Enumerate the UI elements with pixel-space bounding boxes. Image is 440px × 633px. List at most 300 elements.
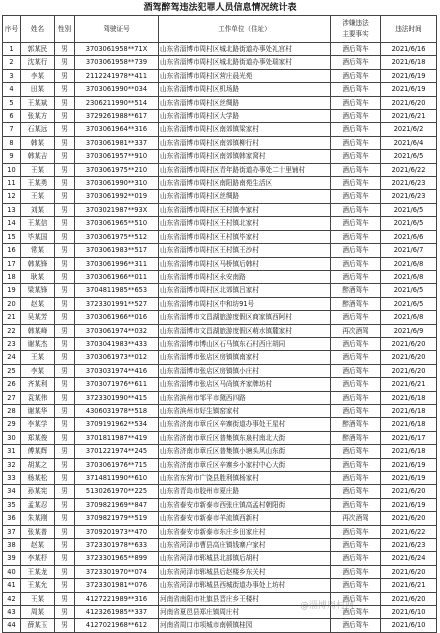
table-row [3, 606, 437, 619]
row-violation: 酒后驾车 [331, 337, 381, 350]
row-violation: 酒后驾车 [331, 391, 381, 404]
row-name: 张某普 [21, 525, 55, 538]
table-row [3, 485, 437, 498]
row-work-address: 山东省淄博市周村区丝绸路 [159, 190, 331, 203]
table-row [3, 83, 437, 96]
row-work-address: 山东省淄博市周村区中和坊91号 [159, 297, 331, 310]
row-gender: 男 [55, 445, 75, 458]
row-violation: 酒后驾车 [331, 56, 381, 69]
row-index: 8 [3, 136, 21, 149]
row-work-address: 山东省淄博市张店区房镇镇南家村 [159, 351, 331, 364]
row-name: 刘某 [21, 203, 55, 216]
row-name: 胡某之 [21, 458, 55, 471]
row-license-id: 4123261985**337 [75, 606, 159, 619]
row-license-id: 4127221989**316 [75, 592, 159, 605]
row-name: 李某杼 [21, 552, 55, 565]
row-work-address: 山东省淄博市周村区营庄晨光苑 [159, 69, 331, 82]
row-name: 齐某利 [21, 378, 55, 391]
table-row [3, 539, 437, 552]
row-gender: 男 [55, 351, 75, 364]
row-date: 2021/6/22 [381, 525, 437, 538]
row-license-id: 3723301965**899 [75, 552, 159, 565]
row-work-address: 山东省淄博市张店区房镇镇小庄村 [159, 364, 331, 377]
row-index: 44 [3, 619, 21, 632]
row-date: 2021/6/20 [381, 96, 437, 109]
row-gender: 男 [55, 539, 75, 552]
row-name: 杨某松 [21, 472, 55, 485]
row-index: 7 [3, 123, 21, 136]
table-row [3, 96, 437, 109]
row-gender: 男 [55, 150, 75, 163]
row-gender: 男 [55, 458, 75, 471]
row-license-id: 3703061965**510 [75, 217, 159, 230]
row-index: 40 [3, 565, 21, 578]
table-row [3, 69, 437, 82]
row-violation: 酒后驾车 [331, 565, 381, 578]
row-license-id: 3704811985**653 [75, 284, 159, 297]
row-index: 30 [3, 431, 21, 444]
row-work-address: 山东省淄博市周村区城北路街道办事处瑞家村 [159, 56, 331, 69]
row-license-id: 3709201973**470 [75, 525, 159, 538]
row-license-id: 3703061973**012 [75, 351, 159, 364]
row-work-address: 山东省淄博市周村区南郊镇韩家窝村 [159, 150, 331, 163]
row-name: 王某允 [21, 579, 55, 592]
row-name: 石某远 [21, 123, 55, 136]
table-row [3, 190, 437, 203]
row-violation: 酒后驾车 [331, 190, 381, 203]
row-name: 赵某 [21, 539, 55, 552]
row-name: 傅某辉 [21, 445, 55, 458]
row-name: 王某龙 [21, 565, 55, 578]
row-date: 2021/6/18 [381, 404, 437, 417]
row-violation: 酒后驾车 [331, 498, 381, 511]
row-violation: 醉酒驾车 [331, 284, 381, 297]
row-date: 2021/6/20 [381, 565, 437, 578]
row-violation: 醉酒驾车 [331, 418, 381, 431]
row-license-id: 3703061992**019 [75, 190, 159, 203]
row-gender: 男 [55, 592, 75, 605]
table-row [3, 565, 437, 578]
row-date: 2021/6/9 [381, 324, 437, 337]
row-license-id: 3723301990**415 [75, 391, 159, 404]
row-gender: 男 [55, 123, 75, 136]
row-violation: 酒后驾车 [331, 378, 381, 391]
row-gender: 男 [55, 110, 75, 123]
row-name: 周某 [21, 606, 55, 619]
row-date: 2021/6/18 [381, 418, 437, 431]
row-violation: 酒后驾车 [331, 445, 381, 458]
row-violation: 酒后驾车 [331, 69, 381, 82]
row-gender: 男 [55, 96, 75, 109]
table-title: 酒驾醉驾违法犯罪人员信息情况统计表 [143, 3, 297, 13]
row-index: 10 [3, 163, 21, 176]
row-gender: 男 [55, 217, 75, 230]
row-violation: 酒后驾车 [331, 552, 381, 565]
row-date: 2021/6/20 [381, 337, 437, 350]
row-index: 5 [3, 96, 21, 109]
row-violation: 酒后驾车 [331, 579, 381, 592]
row-index: 26 [3, 378, 21, 391]
table-row [3, 592, 437, 605]
row-date: 2021/6/8 [381, 270, 437, 283]
row-work-address: 山东省淄博市周村区北郊镇吕家村 [159, 284, 331, 297]
row-gender: 男 [55, 431, 75, 444]
row-name: 韩某锋 [21, 257, 55, 270]
row-gender: 男 [55, 404, 75, 417]
row-name: 张某方 [21, 110, 55, 123]
row-work-address: 山东省泰安市新泰市羊流镇西新村 [159, 512, 331, 525]
row-violation: 酒后驾车 [331, 217, 381, 230]
header-violation-line2: 主要事实 [342, 30, 369, 38]
row-index: 31 [3, 445, 21, 458]
row-violation: 酒后驾车 [331, 110, 381, 123]
row-date: 2021/6/20 [381, 351, 437, 364]
row-date: 2021/6/21 [381, 110, 437, 123]
table-row [3, 163, 437, 176]
row-date: 2021/6/19 [381, 83, 437, 96]
row-index: 2 [3, 56, 21, 69]
row-license-id: 3723301991**527 [75, 297, 159, 310]
row-work-address: 河南省周口市项城市南顿镇桂园 [159, 619, 331, 632]
row-license-id: 3703061958**739 [75, 56, 159, 69]
table-row [3, 217, 437, 230]
row-index: 43 [3, 606, 21, 619]
row-date: 2021/6/21 [381, 378, 437, 391]
row-work-address: 山东省济南市章丘区普集镇小塘头风山东街 [159, 445, 331, 458]
row-violation: 酒后驾车 [331, 150, 381, 163]
row-date: 2021/6/19 [381, 69, 437, 82]
row-work-address: 山东省淄博市周村区丝绸路 [159, 96, 331, 109]
row-violation: 酒后驾车 [331, 351, 381, 364]
row-name: 李某 [21, 69, 55, 82]
header-work-address: 工作单位（住址） [159, 16, 331, 43]
row-date: 2021/6/20 [381, 512, 437, 525]
row-license-id: 4127021968**612 [75, 619, 159, 632]
header-violation [331, 16, 381, 43]
row-index: 41 [3, 579, 21, 592]
row-gender: 男 [55, 391, 75, 404]
row-work-address: 山东省青岛市胶州市夏庄路 [159, 485, 331, 498]
row-violation: 再次酒驾 [331, 324, 381, 337]
row-gender: 男 [55, 311, 75, 324]
row-work-address: 山东省菏泽市郓城县后赵楼乡东关村 [159, 565, 331, 578]
row-date: 2021/6/8 [381, 257, 437, 270]
row-license-id: 3701811987**419 [75, 431, 159, 444]
row-license-id: 3723301978**633 [75, 539, 159, 552]
row-date: 2021/6/17 [381, 431, 437, 444]
row-index: 29 [3, 418, 21, 431]
row-date: 2021/6/16 [381, 43, 437, 56]
row-date: 2021/6/24 [381, 552, 437, 565]
row-violation: 酒后驾车 [331, 606, 381, 619]
row-license-id: 3723301970**074 [75, 565, 159, 578]
row-gender: 男 [55, 270, 75, 283]
row-violation: 酒后驾车 [331, 83, 381, 96]
row-name: 梁某锋 [21, 284, 55, 297]
row-gender: 男 [55, 525, 75, 538]
row-name: 吴某芳 [21, 311, 55, 324]
table-row [3, 378, 437, 391]
row-violation: 酒后驾车 [331, 311, 381, 324]
row-work-address: 山东省滨州市好生镇窑家村 [159, 404, 331, 417]
row-name: 李某 [21, 364, 55, 377]
table-row [3, 458, 437, 471]
row-index: 1 [3, 43, 21, 56]
table-row [3, 257, 437, 270]
row-violation: 酒后驾车 [331, 203, 381, 216]
row-gender: 男 [55, 364, 75, 377]
row-name: 薛某玉 [21, 619, 55, 632]
row-gender: 男 [55, 244, 75, 257]
row-gender: 男 [55, 136, 75, 149]
table-row [3, 324, 437, 337]
row-index: 35 [3, 498, 21, 511]
row-date: 2021/6/23 [381, 539, 437, 552]
table-row [3, 351, 437, 364]
row-name: 韩某 [21, 136, 55, 149]
row-name: 王某勇 [21, 177, 55, 190]
row-index: 16 [3, 244, 21, 257]
row-license-id: 4306031978**518 [75, 404, 159, 417]
table-row [3, 284, 437, 297]
row-violation: 酒后驾车 [331, 364, 381, 377]
row-gender: 男 [55, 230, 75, 243]
row-date: 2021/6/18 [381, 56, 437, 69]
row-index: 15 [3, 230, 21, 243]
table-row [3, 364, 437, 377]
row-name: 田某 [21, 83, 55, 96]
row-date: 2021/6/2 [381, 123, 437, 136]
row-gender: 男 [55, 337, 75, 350]
row-index: 13 [3, 203, 21, 216]
row-date: 2021/6/7 [381, 244, 437, 257]
row-license-id: 3709821969**847 [75, 498, 159, 511]
row-name: 谢某杰 [21, 337, 55, 350]
row-name: 谢某华 [21, 404, 55, 417]
row-index: 21 [3, 311, 21, 324]
row-violation: 再次酒驾 [331, 512, 381, 525]
row-date: 2021/6/5 [381, 297, 437, 310]
row-work-address: 山东省东营市广饶县胜利镇杨家村 [159, 472, 331, 485]
row-violation: 酒后驾车 [331, 244, 381, 257]
row-date: 2021/6/21 [381, 579, 437, 592]
row-license-id: 2112241978**411 [75, 69, 159, 82]
row-date: 2021/6/5 [381, 203, 437, 216]
row-work-address: 山东省淄博市周村区王村镇毕家村 [159, 230, 331, 243]
row-name: 韩某峰 [21, 324, 55, 337]
row-violation: 酒后驾车 [331, 123, 381, 136]
row-violation: 酒后驾车 [331, 270, 381, 283]
row-gender: 男 [55, 163, 75, 176]
row-index: 36 [3, 512, 21, 525]
row-work-address: 河南省夏邑县郑庄镇周庄村 [159, 606, 331, 619]
row-work-address: 山东省济南市章丘区普集镇东泉村南北大街 [159, 431, 331, 444]
row-gender: 男 [55, 190, 75, 203]
row-index: 17 [3, 257, 21, 270]
row-work-address: 山东省淄博市周村区城北路街道办事处礼宫村 [159, 43, 331, 56]
table-row [3, 244, 437, 257]
row-violation: 酒后驾车 [331, 458, 381, 471]
row-violation: 酒后驾车 [331, 485, 381, 498]
row-work-address: 山东省淄博市周村区王村镇北家村 [159, 217, 331, 230]
row-index: 19 [3, 284, 21, 297]
row-index: 28 [3, 404, 21, 417]
row-name: 王某 [21, 592, 55, 605]
table-row [3, 472, 437, 485]
row-date: 2021/6/5 [381, 150, 437, 163]
row-license-id: 3723301981**076 [75, 579, 159, 592]
row-license-id: 3703061974**032 [75, 324, 159, 337]
row-index: 38 [3, 539, 21, 552]
row-name: 郑某俊 [21, 431, 55, 444]
row-gender: 男 [55, 619, 75, 632]
row-date: 2021/6/23 [381, 190, 437, 203]
row-gender: 男 [55, 69, 75, 82]
row-index: 23 [3, 337, 21, 350]
table-row [3, 150, 437, 163]
row-work-address: 山东省淄博市周村区王村镇李家村 [159, 203, 331, 216]
row-name: 毕某国 [21, 230, 55, 243]
row-violation: 酒后驾车 [331, 230, 381, 243]
table-row [3, 391, 437, 404]
row-index: 42 [3, 592, 21, 605]
row-license-id: 3703061983**517 [75, 244, 159, 257]
row-license-id: 3729261988**617 [75, 110, 159, 123]
row-work-address: 山东省济南市章丘区辛寨乡小家村中心大街 [159, 458, 331, 471]
row-gender: 男 [55, 418, 75, 431]
row-gender: 男 [55, 552, 75, 565]
row-index: 37 [3, 525, 21, 538]
row-work-address: 山东省泰安市新泰市东庄乡田家庄村 [159, 525, 331, 538]
row-violation: 酒后驾车 [331, 525, 381, 538]
row-index: 3 [3, 69, 21, 82]
row-license-id: 3703071976**611 [75, 378, 159, 391]
row-name: 孟某忍 [21, 498, 55, 511]
row-name: 耿某 [21, 270, 55, 283]
row-index: 11 [3, 177, 21, 190]
row-date: 2021/6/20 [381, 364, 437, 377]
row-work-address: 山东省淄博市周村区马桥镇后韩村 [159, 257, 331, 270]
row-gender: 男 [55, 56, 75, 69]
row-index: 6 [3, 110, 21, 123]
row-violation: 酒后驾车 [331, 136, 381, 149]
header-date: 违法时间 [381, 16, 437, 43]
row-date: 2021/6/19 [381, 472, 437, 485]
row-name: 沈某行 [21, 56, 55, 69]
row-license-id: 3703061981**337 [75, 136, 159, 149]
header-row [3, 16, 437, 43]
row-license-id: 3709821979**519 [75, 512, 159, 525]
table-row [3, 56, 437, 69]
row-date: 2021/6/6 [381, 230, 437, 243]
row-index: 39 [3, 552, 21, 565]
row-license-id: 3703061975**512 [75, 230, 159, 243]
row-date: 2021/6/18 [381, 391, 437, 404]
row-work-address: 山东省淄博市博山区石马镇东石村西庄胡同 [159, 337, 331, 350]
row-index: 4 [3, 83, 21, 96]
row-gender: 男 [55, 43, 75, 56]
table-row [3, 270, 437, 283]
row-index: 32 [3, 458, 21, 471]
row-date: 2021/6/10 [381, 619, 437, 632]
row-gender: 男 [55, 177, 75, 190]
row-index: 34 [3, 485, 21, 498]
row-work-address: 山东省滨州市邹平市黛西四路 [159, 391, 331, 404]
row-date: 2021/6/8 [381, 311, 437, 324]
row-date: 2021/6/22 [381, 163, 437, 176]
row-violation: 酒后驾车 [331, 257, 381, 270]
row-violation: 酒后驾车 [331, 96, 381, 109]
row-work-address: 山东省菏泽市曹县高庄镇钱寨户家村 [159, 539, 331, 552]
row-work-address: 山东省菏泽市郓城县北部镇后胡村 [159, 552, 331, 565]
table-row [3, 203, 437, 216]
row-name: 赵某 [21, 297, 55, 310]
row-index: 25 [3, 364, 21, 377]
row-index: 24 [3, 351, 21, 364]
row-license-id: 3703061990**034 [75, 83, 159, 96]
row-license-id: 3703061957**910 [75, 150, 159, 163]
row-work-address: 山东省淄博市周村区南郊镇柳行村 [159, 136, 331, 149]
header-name: 姓名 [21, 16, 55, 43]
row-name: 王某 [21, 190, 55, 203]
table-row [3, 311, 437, 324]
row-license-id: 3703061975**210 [75, 163, 159, 176]
row-violation: 酒后驾车 [331, 539, 381, 552]
row-work-address: 山东省淄博市周村区永安南路 [159, 270, 331, 283]
row-violation: 酒后驾车 [331, 472, 381, 485]
row-date: 2021/6/5 [381, 284, 437, 297]
table-row [3, 123, 437, 136]
row-violation: 酒后驾车 [331, 163, 381, 176]
row-index: 27 [3, 391, 21, 404]
row-work-address: 河南省南阳市社旗县晋庄乡王楼村 [159, 592, 331, 605]
row-name: 孙某宪 [21, 485, 55, 498]
row-date: 2021/6/20 [381, 485, 437, 498]
row-name: 王某 [21, 351, 55, 364]
table-row [3, 431, 437, 444]
watermark: @淄博周村网 [300, 601, 355, 611]
row-date: 2021/6/18 [381, 445, 437, 458]
row-index: 18 [3, 270, 21, 283]
row-gender: 男 [55, 203, 75, 216]
row-index: 33 [3, 472, 21, 485]
row-name: 王某 [21, 163, 55, 176]
row-license-id: 3703041983**433 [75, 337, 159, 350]
row-license-id: 2306211990**514 [75, 96, 159, 109]
row-name: 王某斌 [21, 96, 55, 109]
row-index: 9 [3, 150, 21, 163]
table-row [3, 110, 437, 123]
row-name: 韩某吉 [21, 150, 55, 163]
row-gender: 男 [55, 498, 75, 511]
row-violation: 酒后驾车 [331, 592, 381, 605]
row-violation: 酒后驾车 [331, 177, 381, 190]
row-work-address: 山东省淄博市周村区南郊镇梁家村 [159, 123, 331, 136]
row-index: 14 [3, 217, 21, 230]
row-name: 朱某刚 [21, 512, 55, 525]
row-work-address: 山东省菏泽市郓城县西城街道办事处上坊村 [159, 579, 331, 592]
row-name: 常某 [21, 244, 55, 257]
row-gender: 男 [55, 83, 75, 96]
table-row [3, 43, 437, 56]
table-row [3, 404, 437, 417]
row-license-id: 5130261970**225 [75, 485, 159, 498]
row-violation: 酒后驾车 [331, 43, 381, 56]
table-row [3, 619, 437, 632]
row-work-address: 山东省淄博市张店区马尚镇齐家牌坊村 [159, 378, 331, 391]
row-violation: 醉酒驾车 [331, 297, 381, 310]
row-date: 2021/6/4 [381, 136, 437, 149]
